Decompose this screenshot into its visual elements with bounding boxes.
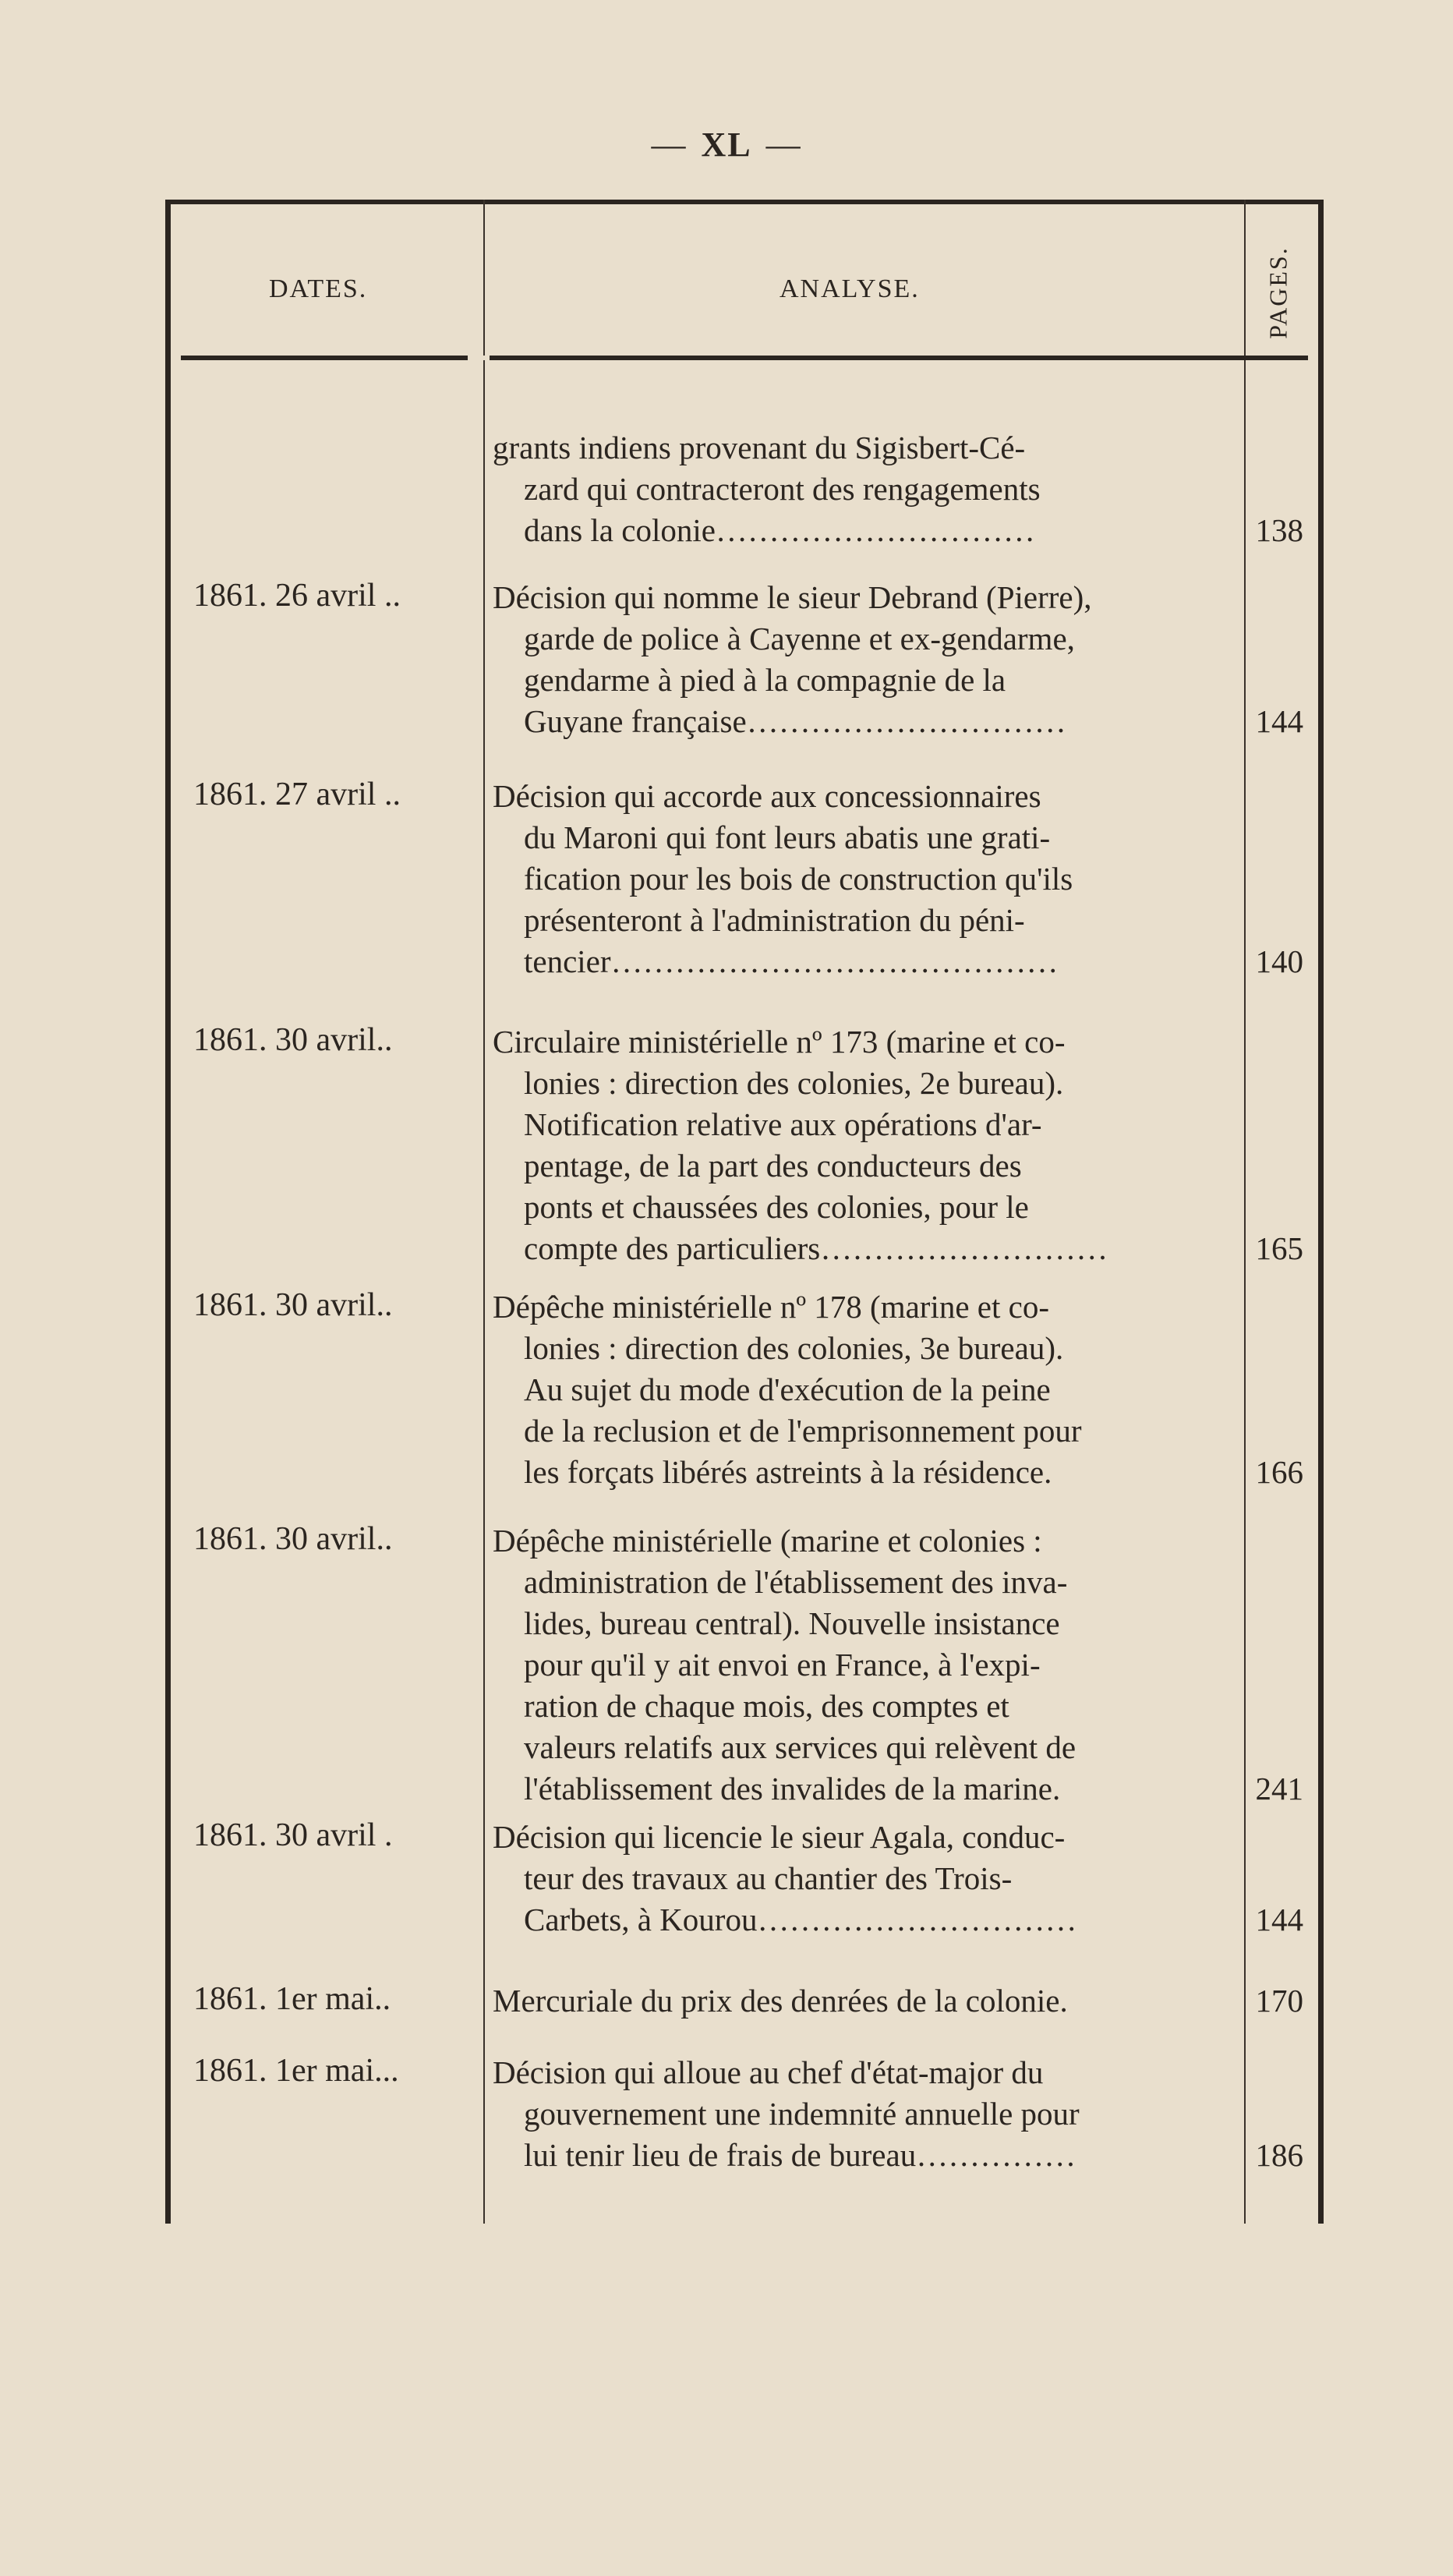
- analysis-line: Carbets, à Kourou…………………………: [524, 1902, 1077, 1937]
- analysis-line: grants indiens provenant du Sigisbert-Cé-: [493, 430, 1026, 465]
- entry-date: 1861. 27 avril ..: [193, 777, 401, 812]
- entry-page: 144: [1255, 1902, 1303, 1937]
- entry-page: 170: [1255, 1983, 1303, 2019]
- entry-page: 144: [1255, 703, 1303, 739]
- analysis-line: Mercuriale du prix des denrées de la colonie.: [493, 1983, 1068, 2019]
- entry-page: 186: [1255, 2137, 1303, 2173]
- header-dates: DATES.: [269, 274, 368, 303]
- entry-date: 1861. 30 avril..: [193, 1521, 393, 1557]
- analysis-line: du Maroni qui font leurs abatis une grati-: [524, 819, 1051, 855]
- entry-page: 140: [1255, 943, 1303, 979]
- analysis-line: ration de chaque mois, des comptes et: [524, 1688, 1009, 1724]
- analysis-line: Notification relative aux opérations d'ar-: [524, 1106, 1042, 1142]
- page-dash-left: —: [651, 126, 688, 164]
- analysis-line: lides, bureau central). Nouvelle insistance: [524, 1605, 1060, 1641]
- analysis-line: Décision qui nomme le sieur Debrand (Pierre),: [493, 579, 1092, 615]
- entry-analysis: [493, 776, 1272, 982]
- entry-date: 1861. 30 avril..: [193, 1287, 393, 1323]
- entry-page: 241: [1255, 1771, 1303, 1806]
- analysis-line: valeurs relatifs aux services qui relèvent de: [524, 1729, 1076, 1765]
- entry-analysis: [493, 577, 1272, 742]
- analysis-line: pour qu'il y ait envoi en France, à l'expi-: [524, 1647, 1041, 1683]
- analysis-line: teur des travaux au chantier des Trois-: [524, 1860, 1013, 1896]
- analysis-line: les forçats libérés astreints à la résidence.: [524, 1454, 1052, 1490]
- analysis-line: Circulaire ministérielle nº 173 (marine et co-: [493, 1024, 1066, 1060]
- analysis-line: garde de police à Cayenne et ex-gendarme,: [524, 621, 1075, 656]
- entry-date: 1861. 30 avril .: [193, 1817, 393, 1853]
- analysis-line: dans la colonie…………………………: [524, 512, 1035, 548]
- analysis-line: présenteront à l'administration du péni-: [524, 902, 1025, 938]
- page-header: [0, 125, 1453, 165]
- page-dash-right: —: [765, 126, 802, 164]
- analysis-line: pentage, de la part des conducteurs des: [524, 1148, 1022, 1184]
- analysis-line: Au sujet du mode d'exécution de la peine: [524, 1371, 1051, 1407]
- analysis-line: tencier……………………………………: [524, 943, 1059, 979]
- analysis-line: Dépêche ministérielle nº 178 (marine et co-: [493, 1289, 1049, 1325]
- entry-analysis: [493, 1021, 1272, 1269]
- analysis-line: administration de l'établissement des inva-: [524, 1564, 1068, 1600]
- entry-analysis: [493, 1286, 1272, 1493]
- analysis-line: l'établissement des invalides de la marine.: [524, 1771, 1061, 1806]
- analysis-line: fication pour les bois de construction qu'ils: [524, 861, 1073, 897]
- entry-analysis: [493, 1980, 1272, 2022]
- entry-date: 1861. 30 avril..: [193, 1022, 393, 1058]
- analysis-line: Décision qui licencie le sieur Agala, conduc-: [493, 1819, 1066, 1855]
- analysis-line: Dépêche ministérielle (marine et colonies :: [493, 1523, 1042, 1559]
- entry-analysis: [493, 427, 1272, 551]
- entry-analysis: [493, 1817, 1272, 1941]
- analysis-line: zard qui contracteront des rengagements: [524, 471, 1041, 507]
- entry-analysis: [493, 1520, 1272, 1810]
- analysis-line: gouvernement une indemnité annuelle pour: [524, 2096, 1080, 2132]
- analysis-line: compte des particuliers………………………: [524, 1230, 1108, 1266]
- entry-date: 1861. 1er mai..: [193, 1981, 391, 2017]
- entry-page: 166: [1255, 1454, 1303, 1490]
- header-pages: PAGES.: [1264, 246, 1292, 339]
- column-divider-dates: [483, 200, 485, 2224]
- analysis-line: lui tenir lieu de frais de bureau……………: [524, 2137, 1076, 2173]
- analysis-line: lonies : direction des colonies, 3e bureau).: [524, 1330, 1064, 1366]
- entry-page: 165: [1255, 1230, 1303, 1266]
- analysis-line: de la reclusion et de l'emprisonnement pour: [524, 1413, 1082, 1449]
- page-number: XL: [701, 126, 752, 164]
- header-rule: [181, 356, 1308, 360]
- entry-date: 1861. 1er mai...: [193, 2053, 399, 2089]
- analysis-line: Guyane française…………………………: [524, 703, 1066, 739]
- analysis-line: Décision qui accorde aux concessionnaires: [493, 778, 1041, 814]
- header-analyse: ANALYSE.: [780, 274, 920, 303]
- analysis-line: ponts et chaussées des colonies, pour le: [524, 1189, 1029, 1225]
- entry-analysis: [493, 2052, 1272, 2176]
- analysis-line: gendarme à pied à la compagnie de la: [524, 662, 1006, 698]
- analysis-line: Décision qui alloue au chef d'état-major du: [493, 2054, 1044, 2090]
- entry-page: 138: [1255, 512, 1303, 548]
- analysis-line: lonies : direction des colonies, 2e bureau).: [524, 1065, 1064, 1101]
- entry-date: 1861. 26 avril ..: [193, 578, 401, 614]
